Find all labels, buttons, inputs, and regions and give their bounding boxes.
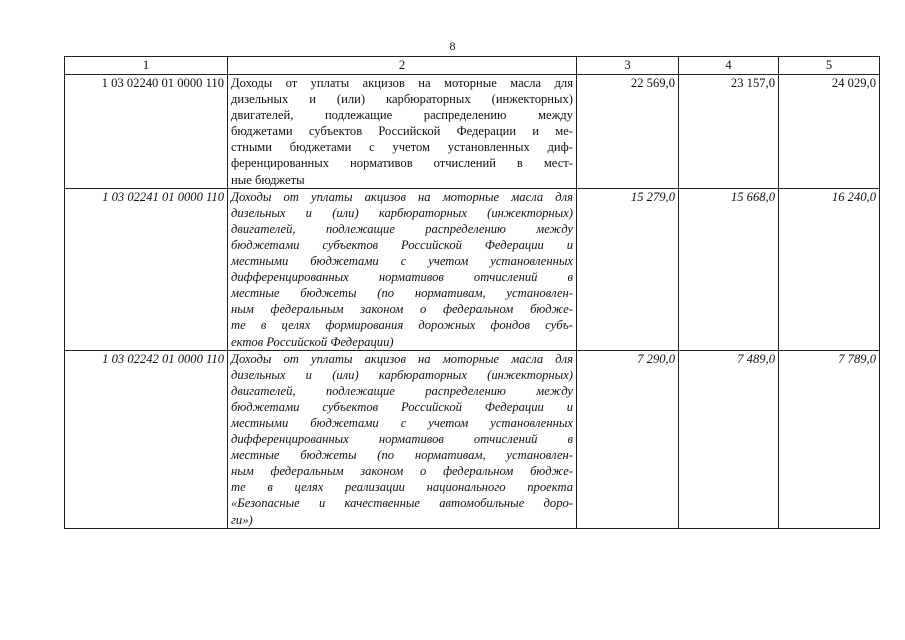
description-line: двигателей, подлежащие распределению между bbox=[231, 108, 573, 123]
column-header: 4 bbox=[679, 57, 779, 75]
revenue-description bbox=[228, 75, 577, 189]
table-header-row bbox=[65, 57, 880, 75]
table-row bbox=[65, 188, 880, 350]
description-line: бюджетами субъектов Российской Федерации и ме- bbox=[231, 124, 573, 139]
description-line: местными бюджетами с учетом установленных bbox=[231, 254, 573, 269]
description-line: ги») bbox=[231, 512, 253, 527]
amount-cell: 23 157,0 bbox=[679, 75, 779, 189]
description-line: двигателей, подлежащие распределению между bbox=[231, 383, 573, 398]
description-line: дизельных и (или) карбюраторных (инжекторных) bbox=[231, 92, 573, 107]
description-line: местными бюджетами с учетом установленных bbox=[231, 415, 573, 430]
description-line: местные бюджеты (по нормативам, установлен- bbox=[231, 286, 573, 301]
table-row bbox=[65, 75, 880, 189]
page-number: 8 bbox=[449, 39, 456, 53]
amount-cell: 15 279,0 bbox=[577, 188, 679, 350]
description-line: Доходы от уплаты акцизов на моторные масла для bbox=[231, 189, 573, 204]
description-line: те в целях формирования дорожных фондов субъ- bbox=[231, 318, 573, 333]
budget-classification-code: 1 03 02242 01 0000 110 bbox=[65, 350, 228, 528]
amount-cell: 24 029,0 bbox=[779, 75, 880, 189]
table-row bbox=[65, 350, 880, 528]
column-header: 3 bbox=[577, 57, 679, 75]
description-line: «Безопасные и качественные автомобильные доро- bbox=[231, 496, 573, 511]
budget-classification-code: 1 03 02240 01 0000 110 bbox=[65, 75, 228, 189]
column-header: 5 bbox=[779, 57, 880, 75]
description-line: те в целях реализации национального проекта bbox=[231, 480, 573, 495]
amount-cell: 16 240,0 bbox=[779, 188, 880, 350]
description-line: местные бюджеты (по нормативам, установлен- bbox=[231, 448, 573, 463]
amount-cell: 15 668,0 bbox=[679, 188, 779, 350]
description-line: бюджетами субъектов Российской Федерации и bbox=[231, 237, 573, 252]
description-line: Доходы от уплаты акцизов на моторные масла для bbox=[231, 351, 573, 366]
description-line: ференцированных нормативов отчислений в мест- bbox=[231, 156, 573, 171]
description-line: дизельных и (или) карбюраторных (инжекторных) bbox=[231, 367, 573, 382]
description-line: ным федеральным законом о федеральном бюдже- bbox=[231, 464, 573, 479]
amount-cell: 7 789,0 bbox=[779, 350, 880, 528]
description-line: стными бюджетами с учетом установленных диф- bbox=[231, 140, 573, 155]
revenue-description bbox=[228, 188, 577, 350]
amount-cell: 7 290,0 bbox=[577, 350, 679, 528]
revenue-description bbox=[228, 350, 577, 528]
description-line: двигателей, подлежащие распределению между bbox=[231, 221, 573, 236]
description-line: ным федеральным законом о федеральном бюдже- bbox=[231, 302, 573, 317]
description-line: бюджетами субъектов Российской Федерации и bbox=[231, 399, 573, 414]
amount-cell: 22 569,0 bbox=[577, 75, 679, 189]
description-line: ные бюджеты bbox=[231, 172, 305, 187]
budget-revenue-table bbox=[64, 56, 880, 529]
column-header: 2 bbox=[228, 57, 577, 75]
amount-cell: 7 489,0 bbox=[679, 350, 779, 528]
description-line: дифференцированных нормативов отчислений в bbox=[231, 432, 573, 447]
description-line: Доходы от уплаты акцизов на моторные масла для bbox=[231, 76, 573, 90]
column-header: 1 bbox=[65, 57, 228, 75]
description-line: ектов Российской Федерации) bbox=[231, 334, 394, 349]
description-line: дизельных и (или) карбюраторных (инжекторных) bbox=[231, 205, 573, 220]
description-line: дифференцированных нормативов отчислений в bbox=[231, 270, 573, 285]
budget-classification-code: 1 03 02241 01 0000 110 bbox=[65, 188, 228, 350]
